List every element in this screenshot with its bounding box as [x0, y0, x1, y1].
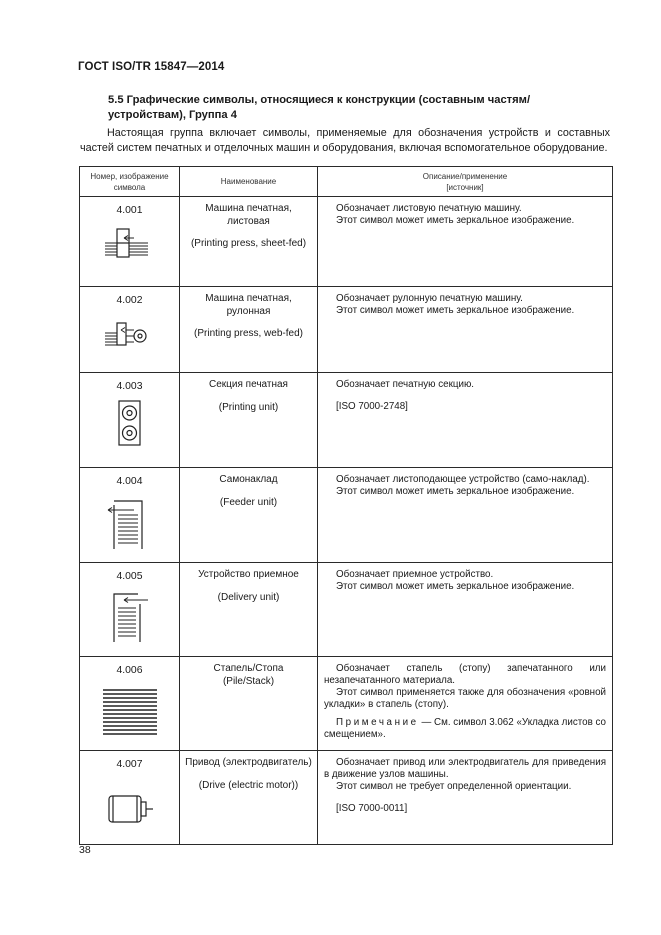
symbol-name-en: (Pile/Stack) [222, 675, 275, 687]
table-row [80, 563, 613, 657]
symbol-description: Обозначает привод или электродвигатель для приведения в движение узлов машины. [324, 757, 606, 780]
symbol-description: Обозначает листоподающее устройство (само-наклад). [336, 474, 590, 485]
delivery-unit-icon [100, 586, 160, 648]
feeder-unit-icon [100, 491, 160, 553]
symbol-name: Стапель/Стопа [213, 663, 284, 674]
symbol-description-extra: Этот символ может иметь зеркальное изображение. [336, 486, 575, 497]
symbol-name: Машина печатная, рулонная [205, 293, 292, 317]
table-header-row [80, 167, 613, 197]
symbol-code: 4.002 [116, 295, 143, 306]
symbol-code: 4.004 [116, 476, 143, 487]
symbol-code: 4.001 [116, 205, 143, 216]
symbol-note [324, 717, 606, 741]
symbol-name-en: (Delivery unit) [217, 591, 280, 603]
symbol-name: Машина печатная, листовая [205, 203, 292, 227]
symbol-code: 4.003 [116, 381, 143, 392]
symbol-description: Обозначает стапель (стопу) запечатанного или незапечатанного материала. [324, 663, 606, 686]
symbol-name: Устройство приемное [198, 569, 299, 580]
note-label: Примечание [336, 717, 419, 728]
table-row [80, 287, 613, 373]
section-intro: Настоящая группа включает символы, применяемые для обозначения устройств и составных частей систем печатных и отделочных машин и оборудования, включая вспомогательное оборудование. [80, 127, 610, 154]
printing-unit-icon [100, 398, 160, 456]
web-fed-press-icon [100, 311, 160, 355]
symbol-description-extra: Этот символ не требует определенной ориентации. [336, 781, 572, 792]
symbol-name-en: (Printing unit) [218, 401, 279, 413]
header-name: Наименование [180, 167, 318, 197]
table-row [80, 657, 613, 751]
symbol-source: [ISO 7000-2748] [336, 401, 408, 412]
symbols-table [79, 166, 613, 845]
header-number: Номер, изображение символа [80, 167, 180, 197]
symbol-description: Обозначает приемное устройство. [336, 569, 494, 580]
electric-motor-icon [95, 778, 165, 834]
symbol-description-extra: Этот символ может иметь зеркальное изображение. [336, 305, 575, 316]
table-row [80, 197, 613, 287]
symbol-code: 4.006 [116, 665, 143, 676]
symbol-description: Обозначает рулонную печатную машину. [336, 293, 523, 304]
table-row [80, 468, 613, 563]
symbol-name: Привод (электродвигатель) [185, 757, 312, 768]
sheet-fed-press-icon [100, 221, 160, 267]
symbol-name: Секция печатная [209, 379, 288, 390]
table-row [80, 373, 613, 468]
symbol-description: Обозначает листовую печатную машину. [336, 203, 522, 214]
symbol-code: 4.005 [116, 571, 143, 582]
note-text: — См. символ 3.062 «Укладка листов со смещением». [324, 717, 606, 740]
pile-stack-icon [95, 682, 165, 740]
document-header: ГОСТ ISO/TR 15847—2014 [78, 61, 225, 73]
symbol-name-en: (Feeder unit) [219, 496, 278, 508]
symbol-code: 4.007 [116, 759, 143, 770]
table-row [80, 751, 613, 845]
symbol-name-en: (Drive (electric motor)) [198, 779, 299, 791]
symbol-name-en: (Printing press, sheet-fed) [190, 238, 307, 249]
page-number: 38 [79, 844, 91, 856]
symbol-description-extra: Этот символ может иметь зеркальное изображение. [336, 581, 575, 592]
symbol-description-extra: Этот символ может иметь зеркальное изображение. [336, 215, 575, 226]
symbol-name-en: (Printing press, web-fed) [194, 328, 303, 339]
section-title: 5.5 Графические символы, относящиеся к конструкции (составным частям/устройствам), Группа 4 [108, 94, 531, 121]
symbol-description-extra: Этот символ применяется также для обозначения «ровной укладки» в стапель (стопу). [324, 687, 606, 710]
symbol-description: Обозначает печатную секцию. [336, 379, 475, 390]
header-description: Описание/применение [источник] [318, 167, 613, 197]
symbol-source: [ISO 7000-0011] [336, 803, 408, 814]
symbol-name: Самонаклад [219, 474, 278, 485]
